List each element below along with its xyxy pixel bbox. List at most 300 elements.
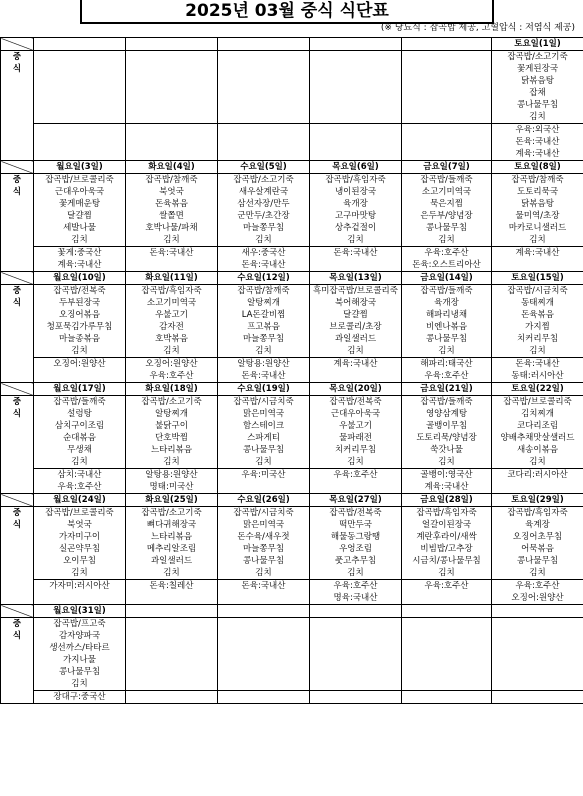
menu-item: 소고기미역국 bbox=[421, 187, 472, 197]
menu-item: 불닭구이 bbox=[155, 421, 188, 431]
empty-line bbox=[492, 691, 583, 703]
menu-item: 김치 bbox=[255, 346, 272, 356]
origin-item: 돈육:국내산 bbox=[241, 371, 286, 381]
origin-item: 우육:호주산 bbox=[515, 581, 560, 591]
origin-item: 가자미:러시아산 bbox=[49, 581, 110, 591]
menu-item: 육계장 bbox=[525, 520, 550, 530]
menu-item: 김치 bbox=[163, 568, 180, 578]
menu-item: 잡곡밥/시금치죽 bbox=[507, 286, 568, 296]
origin-item: 꽃게:중국산 bbox=[57, 248, 102, 258]
meal-label-char: 중 bbox=[12, 286, 22, 296]
day-name: 화요일(4일) bbox=[126, 161, 218, 174]
origin-item: 계육:국내산 bbox=[424, 482, 469, 492]
menu-item: 콩나물무침 bbox=[516, 100, 559, 110]
menu-item: 김치 bbox=[438, 568, 455, 578]
week-header-row bbox=[1, 38, 583, 51]
origin-cell bbox=[126, 469, 218, 494]
day-name: 토요일(1일) bbox=[492, 38, 583, 51]
day-name: 토요일(15일) bbox=[492, 272, 583, 285]
diagonal-corner-cell bbox=[1, 38, 34, 51]
menu-item: 김치 bbox=[438, 235, 455, 245]
day-menu-cell bbox=[34, 174, 126, 247]
menu-item: 콩나물무침 bbox=[516, 556, 559, 566]
meal-label-char: 중 bbox=[12, 508, 22, 518]
menu-item: 근대우아욱국 bbox=[330, 409, 381, 419]
menu-item: 스파게티 bbox=[247, 433, 280, 443]
origin-item: 돈육:국내산 bbox=[515, 359, 560, 369]
menu-item: 김치 bbox=[255, 457, 272, 467]
origin-item: 돈육:칠레산 bbox=[149, 581, 194, 591]
menu-item: 잡곡밥/시금치죽 bbox=[233, 397, 294, 407]
week-header-row bbox=[1, 494, 583, 507]
menu-item: 새우살계란국 bbox=[238, 187, 289, 197]
origin-cell bbox=[218, 580, 310, 605]
origin-item: 계육:국내산 bbox=[515, 248, 560, 258]
page-title: 2025년 03월 중식 식단표 bbox=[80, 0, 494, 24]
menu-item: 콩나물무침 bbox=[242, 445, 285, 455]
menu-item: 잡곡밥/브로콜리죽 bbox=[503, 397, 572, 407]
menu-item: 고구마맛탕 bbox=[334, 211, 377, 221]
menu-item: 잡곡밥/브로콜리죽 bbox=[45, 508, 114, 518]
empty-line bbox=[402, 618, 491, 630]
origin-item: 돈육:국내산 bbox=[515, 137, 560, 147]
menu-item: 꽃게된장국 bbox=[516, 64, 559, 74]
day-menu-cell bbox=[126, 507, 218, 580]
day-menu-cell bbox=[126, 618, 218, 691]
day-menu-cell bbox=[218, 396, 310, 469]
day-name: 월요일(17일) bbox=[34, 383, 126, 396]
empty-line bbox=[402, 124, 491, 136]
empty-line bbox=[126, 618, 217, 630]
meal-label-char: 식 bbox=[12, 298, 22, 308]
origin-cell bbox=[34, 247, 126, 272]
menu-item: 잡곡밥/들깨죽 bbox=[53, 397, 106, 407]
menu-item: 김치 bbox=[529, 568, 546, 578]
day-name: 월요일(24일) bbox=[34, 494, 126, 507]
menu-item: 동태찌개 bbox=[521, 298, 554, 308]
menu-item: 실곤약무침 bbox=[58, 544, 101, 554]
empty-line bbox=[310, 691, 401, 703]
menu-item: 잡곡밥/참깨죽 bbox=[237, 286, 290, 296]
origin-cell bbox=[402, 124, 492, 161]
menu-item: 우불고기 bbox=[339, 421, 372, 431]
menu-item: 과일샐러드 bbox=[150, 556, 193, 566]
menu-item: 물미역/초장 bbox=[515, 211, 560, 221]
week-menu-row bbox=[1, 285, 583, 358]
menu-item: 브로콜리/초장 bbox=[329, 322, 382, 332]
origin-cell bbox=[402, 691, 492, 704]
empty-line bbox=[34, 124, 125, 136]
day-menu-cell bbox=[34, 618, 126, 691]
menu-item: 알탕찌개 bbox=[247, 298, 280, 308]
origin-cell bbox=[218, 358, 310, 383]
menu-item: 가지나물 bbox=[63, 655, 96, 665]
menu-item: 마늘종볶음 bbox=[58, 334, 101, 344]
menu-item: 단호박찜 bbox=[155, 433, 188, 443]
origin-item: 우육:호주산 bbox=[333, 470, 378, 480]
empty-line bbox=[126, 124, 217, 136]
menu-item: 마늘쫑무침 bbox=[242, 544, 285, 554]
menu-item: 가자미구이 bbox=[58, 532, 101, 542]
menu-item: 새송이볶음 bbox=[516, 445, 559, 455]
day-name: 목요일(13일) bbox=[310, 272, 402, 285]
origin-item: 오징어:원양산 bbox=[511, 593, 564, 603]
menu-item: 군만두/초간장 bbox=[237, 211, 290, 221]
meal-label-char: 중 bbox=[12, 619, 22, 629]
origin-item: 오징어:원양산 bbox=[145, 359, 198, 369]
day-name: 수요일(5일) bbox=[218, 161, 310, 174]
week-menu-row bbox=[1, 396, 583, 469]
week-menu-row bbox=[1, 174, 583, 247]
day-menu-cell bbox=[126, 396, 218, 469]
empty-line bbox=[218, 51, 309, 63]
menu-item: 잡곡밥/전복죽 bbox=[53, 286, 106, 296]
origin-cell bbox=[34, 580, 126, 605]
day-name: 월요일(31일) bbox=[34, 605, 126, 618]
menu-item: 닭볶음탕 bbox=[521, 76, 554, 86]
day-name bbox=[310, 605, 402, 618]
menu-item: 닭볶음탕 bbox=[521, 199, 554, 209]
menu-item: 떡만두국 bbox=[339, 520, 372, 530]
day-name bbox=[402, 38, 492, 51]
menu-body bbox=[1, 38, 583, 704]
origin-item: 우육:외국산 bbox=[515, 125, 560, 135]
menu-item: 김치 bbox=[529, 346, 546, 356]
origin-cell bbox=[402, 580, 492, 605]
menu-item: 어묵볶음 bbox=[521, 544, 554, 554]
day-menu-cell bbox=[310, 51, 402, 124]
menu-item: 해파리냉채 bbox=[425, 310, 468, 320]
menu-item: 두부된장국 bbox=[58, 298, 101, 308]
origin-item: 해파리:태국산 bbox=[420, 359, 473, 369]
menu-item: 잡곡밥/시금치죽 bbox=[233, 508, 294, 518]
day-menu-cell bbox=[126, 285, 218, 358]
origin-item: 계육:국내산 bbox=[333, 359, 378, 369]
menu-item: 풋고추무침 bbox=[334, 556, 377, 566]
origin-cell bbox=[126, 580, 218, 605]
menu-item: 잡곡밥/들깨죽 bbox=[420, 397, 473, 407]
menu-item: 김치 bbox=[529, 457, 546, 467]
day-name bbox=[218, 38, 310, 51]
empty-line bbox=[402, 691, 491, 703]
day-menu-cell bbox=[492, 618, 583, 691]
empty-line bbox=[218, 691, 309, 703]
menu-item: 양배추채맛살샐러드 bbox=[500, 433, 575, 443]
origin-cell bbox=[310, 580, 402, 605]
day-name: 수요일(19일) bbox=[218, 383, 310, 396]
menu-item: 콩나물무침 bbox=[58, 667, 101, 677]
menu-item: 느타리볶음 bbox=[150, 445, 193, 455]
menu-item: 영양삼계탕 bbox=[425, 409, 468, 419]
origin-cell bbox=[34, 469, 126, 494]
menu-item: 김치 bbox=[163, 235, 180, 245]
meal-label-cell bbox=[1, 618, 34, 704]
menu-item: 맑은미역국 bbox=[242, 409, 285, 419]
menu-item: 무생채 bbox=[67, 445, 92, 455]
menu-item: 해물동그랑땡 bbox=[330, 532, 381, 542]
menu-item: 비엔나볶음 bbox=[425, 322, 468, 332]
origin-cell bbox=[402, 358, 492, 383]
origin-cell bbox=[126, 247, 218, 272]
day-name: 수요일(26일) bbox=[218, 494, 310, 507]
origin-item: 장대구:중국산 bbox=[53, 692, 106, 702]
menu-item: 오이무침 bbox=[63, 556, 96, 566]
day-name bbox=[402, 605, 492, 618]
day-name bbox=[310, 38, 402, 51]
day-menu-cell bbox=[218, 51, 310, 124]
menu-item: 김치 bbox=[255, 235, 272, 245]
origin-item: 동태:러시아산 bbox=[511, 371, 564, 381]
menu-item: 김치 bbox=[71, 568, 88, 578]
origin-item: 골뱅이:영국산 bbox=[420, 470, 473, 480]
menu-item: 김치 bbox=[71, 457, 88, 467]
day-name: 토요일(29일) bbox=[492, 494, 583, 507]
empty-line bbox=[310, 618, 401, 630]
meal-label-cell bbox=[1, 174, 34, 272]
menu-item: 잡곡밥/들깨죽 bbox=[420, 175, 473, 185]
menu-item: 호박볶음 bbox=[155, 334, 188, 344]
menu-item: 감자전 bbox=[159, 322, 184, 332]
menu-item: 잡곡밥/참깨죽 bbox=[511, 175, 564, 185]
day-name bbox=[492, 605, 583, 618]
menu-item: 오징어볶음 bbox=[58, 310, 101, 320]
menu-item: 느타리볶음 bbox=[150, 532, 193, 542]
menu-item: 김치 bbox=[529, 112, 546, 122]
day-menu-cell bbox=[218, 618, 310, 691]
menu-item: 잡곡밥/흑임자죽 bbox=[507, 508, 568, 518]
day-name: 월요일(3일) bbox=[34, 161, 126, 174]
origin-item: 우육:호주산 bbox=[333, 581, 378, 591]
day-name: 금요일(14일) bbox=[402, 272, 492, 285]
menu-item: 잡곡밥/소고기죽 bbox=[507, 52, 568, 62]
menu-item: 쌀쫄면 bbox=[159, 211, 184, 221]
menu-item: 잡곡밥/소고기죽 bbox=[233, 175, 294, 185]
origin-cell bbox=[310, 247, 402, 272]
diagonal-corner-cell bbox=[1, 605, 34, 618]
day-menu-cell bbox=[492, 396, 583, 469]
origin-cell bbox=[492, 469, 583, 494]
meal-label-cell bbox=[1, 507, 34, 605]
menu-item: 잡곡밥/브로콜리죽 bbox=[45, 175, 114, 185]
week-origin-row bbox=[1, 124, 583, 161]
menu-item: 김치 bbox=[255, 568, 272, 578]
menu-item: 청포묵김가루무침 bbox=[46, 322, 113, 332]
diagonal-corner-cell bbox=[1, 494, 34, 507]
day-name: 화요일(18일) bbox=[126, 383, 218, 396]
day-name: 토요일(22일) bbox=[492, 383, 583, 396]
origin-cell bbox=[492, 247, 583, 272]
origin-cell bbox=[492, 124, 583, 161]
day-name: 토요일(8일) bbox=[492, 161, 583, 174]
menu-item: 김치 bbox=[71, 346, 88, 356]
origin-item: 돈육:국내산 bbox=[333, 248, 378, 258]
day-menu-cell bbox=[402, 618, 492, 691]
day-menu-cell bbox=[492, 51, 583, 124]
meal-label-char: 식 bbox=[12, 631, 22, 641]
menu-item: 삼치구이조림 bbox=[54, 421, 105, 431]
week-origin-row bbox=[1, 469, 583, 494]
menu-item: 콩나물무침 bbox=[425, 334, 468, 344]
menu-item: 코다리조림 bbox=[516, 421, 559, 431]
menu-item: 도토리묵국 bbox=[516, 187, 559, 197]
day-menu-cell bbox=[218, 285, 310, 358]
menu-item: 감자양파국 bbox=[58, 631, 101, 641]
menu-item: 김치 bbox=[71, 235, 88, 245]
origin-cell bbox=[34, 358, 126, 383]
menu-item: LA돈갈비찜 bbox=[241, 310, 286, 320]
menu-item: 상추겉절이 bbox=[334, 223, 377, 233]
origin-item: 우육:호주산 bbox=[424, 371, 469, 381]
week-origin-row bbox=[1, 247, 583, 272]
origin-item: 알탕용:원양산 bbox=[145, 470, 198, 480]
meal-label-cell bbox=[1, 51, 34, 161]
day-menu-cell bbox=[34, 285, 126, 358]
origin-cell bbox=[492, 580, 583, 605]
empty-line bbox=[492, 618, 583, 630]
origin-cell bbox=[34, 691, 126, 704]
empty-line bbox=[126, 51, 217, 63]
origin-item: 계육:국내산 bbox=[515, 149, 560, 159]
origin-cell bbox=[492, 358, 583, 383]
origin-item: 알탕용:원양산 bbox=[237, 359, 290, 369]
empty-line bbox=[310, 124, 401, 136]
menu-item: 달걀찜 bbox=[67, 211, 92, 221]
week-header-row bbox=[1, 605, 583, 618]
day-menu-cell bbox=[310, 396, 402, 469]
week-origin-row bbox=[1, 580, 583, 605]
origin-cell bbox=[218, 247, 310, 272]
origin-cell bbox=[492, 691, 583, 704]
origin-item: 우육:호주산 bbox=[424, 581, 469, 591]
week-menu-row bbox=[1, 507, 583, 580]
origin-item: 명육:국내산 bbox=[333, 593, 378, 603]
menu-item: 잡곡밥/흑임자죽 bbox=[325, 175, 386, 185]
menu-item: 프고볶음 bbox=[247, 322, 280, 332]
menu-item: 소고기미역국 bbox=[146, 298, 197, 308]
origin-item: 삼치:국내산 bbox=[57, 470, 102, 480]
meal-label-char: 식 bbox=[12, 409, 22, 419]
day-menu-cell bbox=[492, 285, 583, 358]
menu-item: 은두부/양념장 bbox=[420, 211, 473, 221]
origin-item: 우육:호주산 bbox=[57, 482, 102, 492]
day-menu-cell bbox=[492, 507, 583, 580]
day-menu-cell bbox=[310, 507, 402, 580]
menu-item: 시금치/콩나물무침 bbox=[412, 556, 481, 566]
origin-cell bbox=[126, 691, 218, 704]
day-name: 금요일(7일) bbox=[402, 161, 492, 174]
origin-cell bbox=[218, 691, 310, 704]
week-header-row bbox=[1, 272, 583, 285]
day-name bbox=[218, 605, 310, 618]
origin-item: 돈육:국내산 bbox=[149, 248, 194, 258]
day-name: 수요일(12일) bbox=[218, 272, 310, 285]
menu-item: 김치 bbox=[529, 235, 546, 245]
origin-cell bbox=[310, 469, 402, 494]
day-name: 목요일(6일) bbox=[310, 161, 402, 174]
menu-item: 콩나물무침 bbox=[242, 556, 285, 566]
day-menu-cell bbox=[126, 51, 218, 124]
meal-label-cell bbox=[1, 285, 34, 383]
meal-label-char: 중 bbox=[12, 175, 22, 185]
menu-item: 우엉조림 bbox=[339, 544, 372, 554]
origin-item: 우육:호주산 bbox=[149, 371, 194, 381]
origin-item: 새우:중국산 bbox=[241, 248, 286, 258]
day-menu-cell bbox=[492, 174, 583, 247]
empty-line bbox=[218, 124, 309, 136]
menu-item: 비빔밥/고추장 bbox=[420, 544, 473, 554]
menu-item: 육개장 bbox=[343, 199, 368, 209]
origin-item: 계육:국내산 bbox=[57, 260, 102, 270]
menu-item: 뼈다귀해장국 bbox=[146, 520, 197, 530]
day-menu-cell bbox=[126, 174, 218, 247]
day-menu-cell bbox=[310, 285, 402, 358]
day-name: 목요일(27일) bbox=[310, 494, 402, 507]
week-header-row bbox=[1, 383, 583, 396]
menu-item: 호박나물/파채 bbox=[145, 223, 198, 233]
origin-item: 명태:미국산 bbox=[149, 482, 194, 492]
origin-cell bbox=[310, 124, 402, 161]
menu-item: 김치 bbox=[438, 457, 455, 467]
day-name bbox=[34, 38, 126, 51]
menu-item: 우불고기 bbox=[155, 310, 188, 320]
menu-item: 냉이된장국 bbox=[334, 187, 377, 197]
menu-item: 함스테이크 bbox=[242, 421, 285, 431]
origin-cell bbox=[126, 124, 218, 161]
menu-item: 김치 bbox=[71, 679, 88, 689]
menu-item: 가지찜 bbox=[525, 322, 550, 332]
menu-item: 돈수육/새우젓 bbox=[237, 532, 290, 542]
origin-item: 코다리:러시아산 bbox=[507, 470, 568, 480]
day-menu-cell bbox=[310, 618, 402, 691]
empty-line bbox=[402, 51, 491, 63]
day-name: 화요일(25일) bbox=[126, 494, 218, 507]
menu-item: 김치 bbox=[347, 235, 364, 245]
menu-item: 과일샐러드 bbox=[334, 334, 377, 344]
day-name: 금요일(28일) bbox=[402, 494, 492, 507]
menu-item: 잡곡밥/소고기죽 bbox=[141, 397, 202, 407]
day-menu-cell bbox=[218, 507, 310, 580]
menu-item: 북엇국 bbox=[67, 520, 92, 530]
menu-item: 설렁탕 bbox=[67, 409, 92, 419]
menu-item: 꽃게매운탕 bbox=[58, 199, 101, 209]
menu-item: 잡곡밥/전복죽 bbox=[329, 397, 382, 407]
day-name: 화요일(11일) bbox=[126, 272, 218, 285]
meal-label-cell bbox=[1, 396, 34, 494]
menu-item: 치커리무침 bbox=[334, 445, 377, 455]
menu-item: 오징어초무침 bbox=[512, 532, 563, 542]
menu-item: 얼갈이된장국 bbox=[421, 520, 472, 530]
menu-item: 잡채 bbox=[529, 88, 546, 98]
menu-item: 맑은미역국 bbox=[242, 520, 285, 530]
menu-item: 묵은지찜 bbox=[430, 199, 463, 209]
meal-label-char: 식 bbox=[12, 187, 22, 197]
meal-label-char: 식 bbox=[12, 64, 22, 74]
meal-label-char: 식 bbox=[12, 520, 22, 530]
menu-item: 잡곡밥/들깨죽 bbox=[420, 286, 473, 296]
menu-item: 흑미잡곡밥/브로콜리죽 bbox=[313, 286, 398, 296]
origin-cell bbox=[218, 469, 310, 494]
origin-item: 돈육:오스트리아산 bbox=[412, 260, 481, 270]
menu-item: 근대우아욱국 bbox=[54, 187, 105, 197]
menu-item: 김치 bbox=[438, 346, 455, 356]
origin-cell bbox=[402, 469, 492, 494]
menu-item: 잡곡밥/참깨죽 bbox=[145, 175, 198, 185]
menu-item: 김치 bbox=[163, 457, 180, 467]
menu-item: 메추리알조림 bbox=[146, 544, 197, 554]
menu-item: 김치찌개 bbox=[521, 409, 554, 419]
menu-item: 육개장 bbox=[434, 298, 459, 308]
day-menu-cell bbox=[34, 507, 126, 580]
